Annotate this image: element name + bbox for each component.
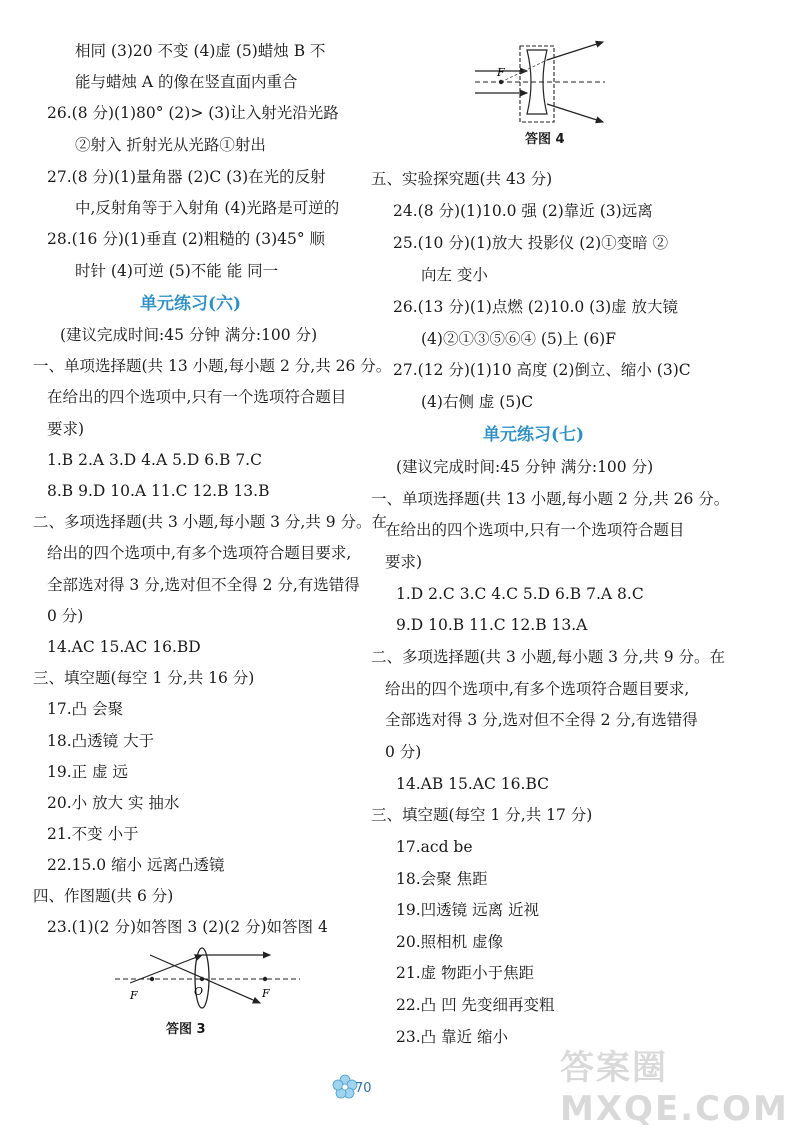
answer-line: 19.凹透镜 远离 近视 (396, 901, 540, 919)
answer-line: 要求) (47, 420, 85, 438)
focus-point (499, 80, 503, 84)
focus-point-left (150, 977, 154, 981)
section-heading: 单元练习(六) (140, 294, 242, 314)
label-f: F (497, 66, 505, 79)
answer-line: 24.(8 分)(1)10.0 强 (2)靠近 (3)远离 (393, 202, 653, 220)
answer-line: 全部选对得 3 分,选对但不全得 2 分,有选错得 (385, 711, 698, 729)
answer-line: 0 分) (385, 743, 422, 761)
answer-line: 20.照相机 虚像 (396, 933, 504, 951)
answer-line: 21.虚 物距小于焦距 (396, 964, 535, 982)
answer-line: 在给出的四个选项中,只有一个选项符合题目 (385, 521, 685, 539)
figure-4-caption: 答图 4 (525, 132, 565, 147)
answer-line: 23.凸 靠近 缩小 (396, 1028, 509, 1046)
answer-line: 8.B 9.D 10.A 11.C 12.B 13.B (47, 482, 270, 500)
time-note: (建议完成时间:45 分钟 满分:100 分) (60, 326, 318, 344)
answer-line: 25.(10 分)(1)放大 投影仪 (2)①变暗 ② (393, 234, 669, 252)
answer-line: 17.凸 会聚 (47, 700, 124, 718)
label-f-right: F (262, 987, 270, 1000)
answer-line: 26.(8 分)(1)80° (2)> (3)让入射光沿光路 (47, 104, 339, 122)
section-title: 一、单项选择题(共 13 小题,每小题 2 分,共 26 分。 (33, 357, 392, 375)
answer-line: 9.D 10.B 11.C 12.B 13.A (396, 616, 588, 634)
lens-box (520, 46, 554, 122)
answer-line: 26.(13 分)(1)点燃 (2)10.0 (3)虚 放大镜 (393, 298, 679, 316)
answer-line: 27.(8 分)(1)量角器 (2)C (3)在光的反射 (47, 168, 326, 186)
figure-3-convex-lens-diagram (110, 945, 310, 1013)
section-title: 一、单项选择题(共 13 小题,每小题 2 分,共 26 分。 (371, 490, 730, 508)
answer-line: 要求) (385, 553, 423, 571)
answer-line: ②射入 折射光从光路①射出 (75, 136, 266, 154)
label-o: O (194, 985, 204, 998)
answer-line: 1.B 2.A 3.D 4.A 5.D 6.B 7.C (47, 451, 262, 469)
optical-center (200, 977, 204, 981)
answer-line: (4)②①③⑤⑥④ (5)上 (6)F (421, 330, 616, 348)
answer-line: 17.acd be (396, 838, 473, 856)
answer-line: 时针 (4)可逆 (5)不能 能 同一 (75, 262, 279, 280)
answer-line: 19.正 虚 远 (47, 763, 129, 781)
figure-3-caption: 答图 3 (166, 1022, 206, 1037)
watermark: 答案圈 MXQE.COM (560, 1048, 789, 1129)
section-title: 二、多项选择题(共 3 小题,每小题 3 分,共 9 分。在 (371, 648, 726, 666)
answer-line: 20.小 放大 实 抽水 (47, 794, 180, 812)
answer-line: 18.凸透镜 大于 (47, 732, 155, 750)
answer-line: 中,反射角等于入射角 (4)光路是可逆的 (75, 199, 340, 217)
answer-line: 14.AB 15.AC 16.BC (396, 775, 549, 793)
page-number: 70 (355, 1081, 372, 1096)
section-title: 三、填空题(每空 1 分,共 17 分) (371, 806, 593, 824)
answer-line: 给出的四个选项中,有多个选项符合题目要求, (47, 544, 352, 562)
answer-line: 21.不变 小于 (47, 825, 139, 843)
answer-line: 1.D 2.C 3.C 4.C 5.D 6.B 7.A 8.C (396, 585, 644, 603)
section-heading: 单元练习(七) (483, 425, 585, 445)
figure-4-concave-lens-diagram (465, 38, 615, 128)
section-title: 三、填空题(每空 1 分,共 16 分) (33, 669, 255, 687)
ray-out-bottom (547, 104, 603, 122)
label-f-left: F (130, 989, 138, 1002)
section-title: 五、实验探究题(共 43 分) (371, 170, 553, 188)
answer-line: 22.凸 凹 先变细再变粗 (396, 996, 555, 1014)
answer-line: 给出的四个选项中,有多个选项符合题目要求, (385, 680, 690, 698)
answer-line: 在给出的四个选项中,只有一个选项符合题目 (47, 388, 347, 406)
answer-line: 能与蜡烛 A 的像在竖直面内重合 (75, 73, 298, 91)
answer-line: 18.会聚 焦距 (396, 870, 488, 888)
answer-line: 全部选对得 3 分,选对但不全得 2 分,有选错得 (47, 576, 360, 594)
section-title: 四、作图题(共 6 分) (33, 887, 174, 905)
answer-line: 向左 变小 (421, 266, 488, 284)
section-title: 二、多项选择题(共 3 小题,每小题 3 分,共 9 分。在 (33, 513, 388, 531)
answer-line: 22.15.0 缩小 远离凸透镜 (47, 856, 225, 874)
answer-line: 相同 (3)20 不变 (4)虚 (5)蜡烛 B 不 (75, 42, 326, 60)
answer-line: 0 分) (47, 607, 84, 625)
answer-line: (4)右侧 虚 (5)C (421, 393, 534, 411)
answer-line: 28.(16 分)(1)垂直 (2)粗糙的 (3)45° 顺 (47, 230, 326, 248)
time-note: (建议完成时间:45 分钟 满分:100 分) (396, 458, 654, 476)
answer-line: 23.(1)(2 分)如答图 3 (2)(2 分)如答图 4 (47, 918, 328, 936)
answer-line: 27.(12 分)(1)10 高度 (2)倒立、缩小 (3)C (393, 361, 691, 379)
answer-line: 14.AC 15.AC 16.BD (47, 638, 201, 656)
ray-out-top (547, 42, 603, 60)
focus-point-right (263, 977, 267, 981)
